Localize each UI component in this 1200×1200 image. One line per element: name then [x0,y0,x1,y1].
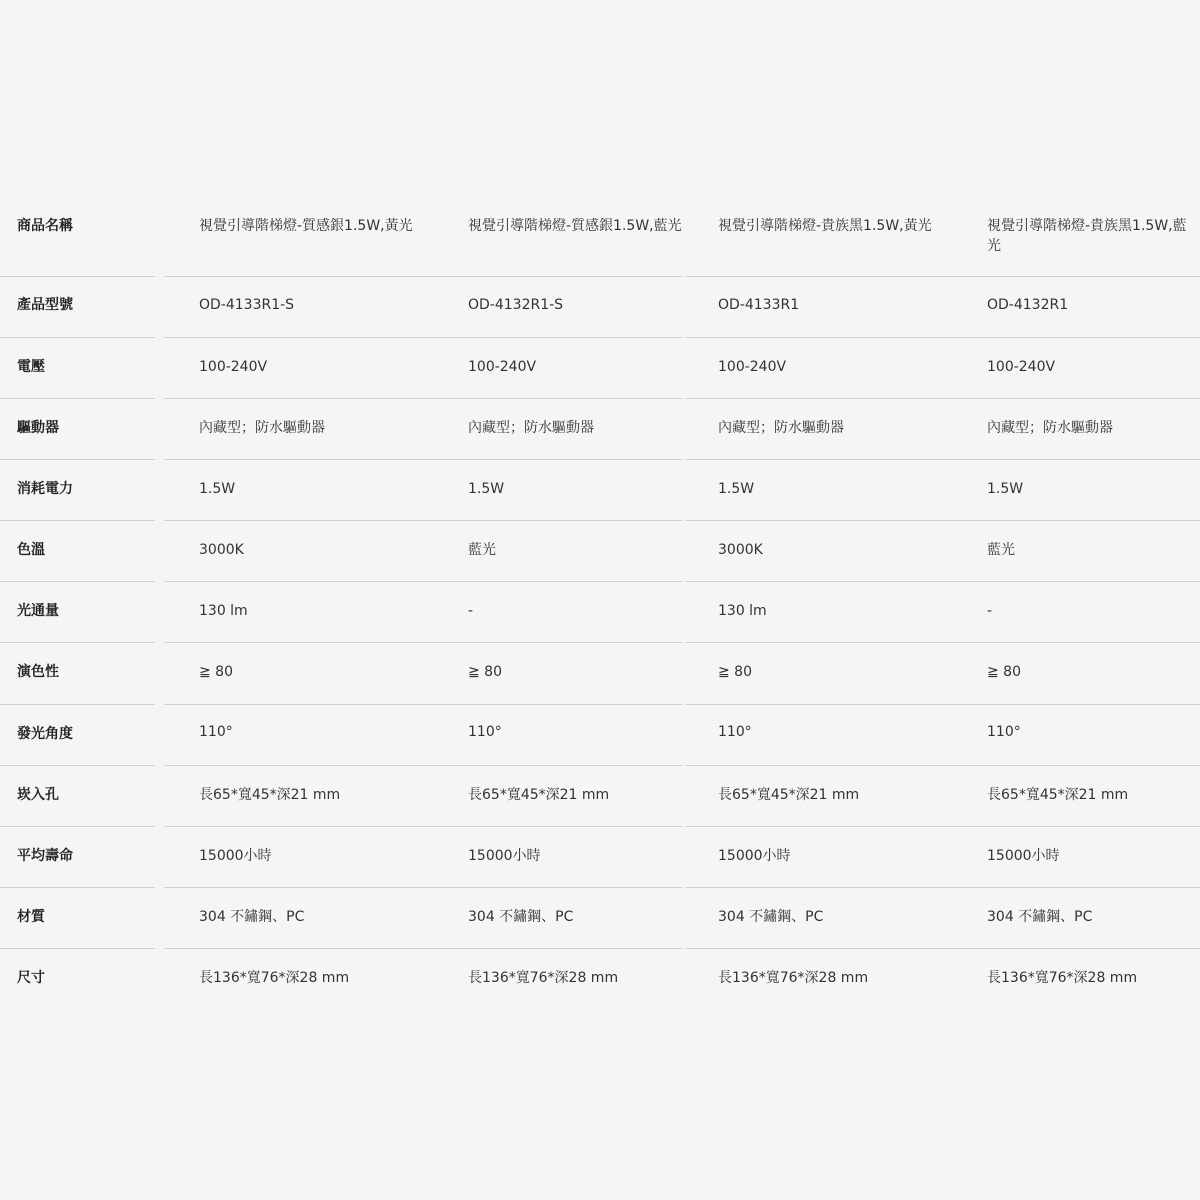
row-divider [0,765,155,766]
row-divider [685,765,1200,766]
table-cell: 內藏型；防水驅動器 [987,420,1113,436]
table-cell: 110° [718,724,752,740]
row-label: 電壓 [17,359,45,375]
table-cell: OD-4133R1 [718,297,800,313]
table-cell: 304 不鏽鋼、PC [199,909,305,925]
row-divider [0,642,155,643]
table-cell: 長65*寬45*深21 mm [718,787,860,803]
table-cell: 1.5W [468,481,505,497]
row-divider [0,887,155,888]
row-divider [164,459,682,460]
row-label: 材質 [17,909,45,925]
row-divider [685,520,1200,521]
table-cell: ≧ 80 [199,664,233,680]
table-cell: 100-240V [199,359,268,375]
row-divider [0,826,155,827]
table-cell: 藍光 [987,542,1015,558]
table-cell: 100-240V [718,359,787,375]
table-cell: 304 不鏽鋼、PC [468,909,574,925]
table-cell: 長65*寬45*深21 mm [987,787,1129,803]
table-cell: 15000小時 [468,848,541,864]
row-divider [0,337,155,338]
row-label: 發光角度 [17,726,73,742]
row-label: 消耗電力 [17,481,73,497]
row-label: 色溫 [17,542,45,558]
table-cell: 長136*寬76*深28 mm [987,970,1138,986]
row-label: 商品名稱 [17,218,73,234]
row-divider [685,581,1200,582]
table-cell: ≧ 80 [468,664,502,680]
row-divider [164,337,682,338]
table-cell: 視覺引導階梯燈-質感銀1.5W,藍光 [468,218,682,234]
table-cell: 15000小時 [199,848,272,864]
row-divider [164,826,682,827]
row-label: 尺寸 [17,970,45,986]
table-cell: 1.5W [199,481,236,497]
row-divider [164,276,682,277]
row-divider [0,459,155,460]
table-cell: 內藏型；防水驅動器 [718,420,844,436]
row-divider [685,887,1200,888]
row-divider [685,948,1200,949]
row-divider [0,276,155,277]
row-divider [164,948,682,949]
table-cell: OD-4133R1-S [199,297,295,313]
table-cell: 100-240V [468,359,537,375]
table-cell: - [987,603,993,619]
table-cell: 130 lm [199,603,248,619]
row-label: 光通量 [17,603,59,619]
row-divider [0,581,155,582]
row-divider [164,520,682,521]
row-divider [685,826,1200,827]
row-divider [164,765,682,766]
table-cell: 長65*寬45*深21 mm [468,787,610,803]
table-cell: 藍光 [468,542,496,558]
table-cell: 110° [199,724,233,740]
table-cell: ≧ 80 [718,664,752,680]
table-cell: 長65*寬45*深21 mm [199,787,341,803]
row-divider [685,642,1200,643]
table-cell: 視覺引導階梯燈-貴族黑1.5W,黃光 [718,218,932,234]
table-cell: 110° [468,724,502,740]
row-divider [685,459,1200,460]
row-divider [685,337,1200,338]
row-divider [0,520,155,521]
table-cell: 100-240V [987,359,1056,375]
table-cell: OD-4132R1-S [468,297,564,313]
row-divider [164,704,682,705]
table-cell: 內藏型；防水驅動器 [468,420,594,436]
row-divider [164,887,682,888]
row-label: 演色性 [17,664,59,680]
row-divider [685,398,1200,399]
table-cell: 長136*寬76*深28 mm [718,970,869,986]
row-divider [0,704,155,705]
row-divider [164,642,682,643]
row-label: 產品型號 [17,297,73,313]
table-cell: 內藏型；防水驅動器 [199,420,325,436]
table-cell: 3000K [718,542,763,558]
table-cell: 1.5W [987,481,1024,497]
table-cell: 長136*寬76*深28 mm [468,970,619,986]
table-cell: 視覺引導階梯燈-貴族黑1.5W,藍光 [987,218,1187,254]
table-cell: 15000小時 [718,848,791,864]
table-cell: 304 不鏽鋼、PC [987,909,1093,925]
table-cell: OD-4132R1 [987,297,1069,313]
table-cell: 視覺引導階梯燈-質感銀1.5W,黃光 [199,218,413,234]
table-cell: 長136*寬76*深28 mm [199,970,350,986]
table-cell: - [468,603,474,619]
row-divider [685,276,1200,277]
row-label: 平均壽命 [17,848,73,864]
row-label: 崁入孔 [17,787,59,803]
table-cell: ≧ 80 [987,664,1021,680]
row-divider [164,581,682,582]
row-divider [685,704,1200,705]
row-divider [0,398,155,399]
row-label: 驅動器 [17,420,59,436]
table-cell: 130 lm [718,603,767,619]
row-divider [164,398,682,399]
row-divider [0,948,155,949]
table-cell: 15000小時 [987,848,1060,864]
table-cell: 3000K [199,542,244,558]
table-cell: 304 不鏽鋼、PC [718,909,824,925]
table-cell: 110° [987,724,1021,740]
table-cell: 1.5W [718,481,755,497]
